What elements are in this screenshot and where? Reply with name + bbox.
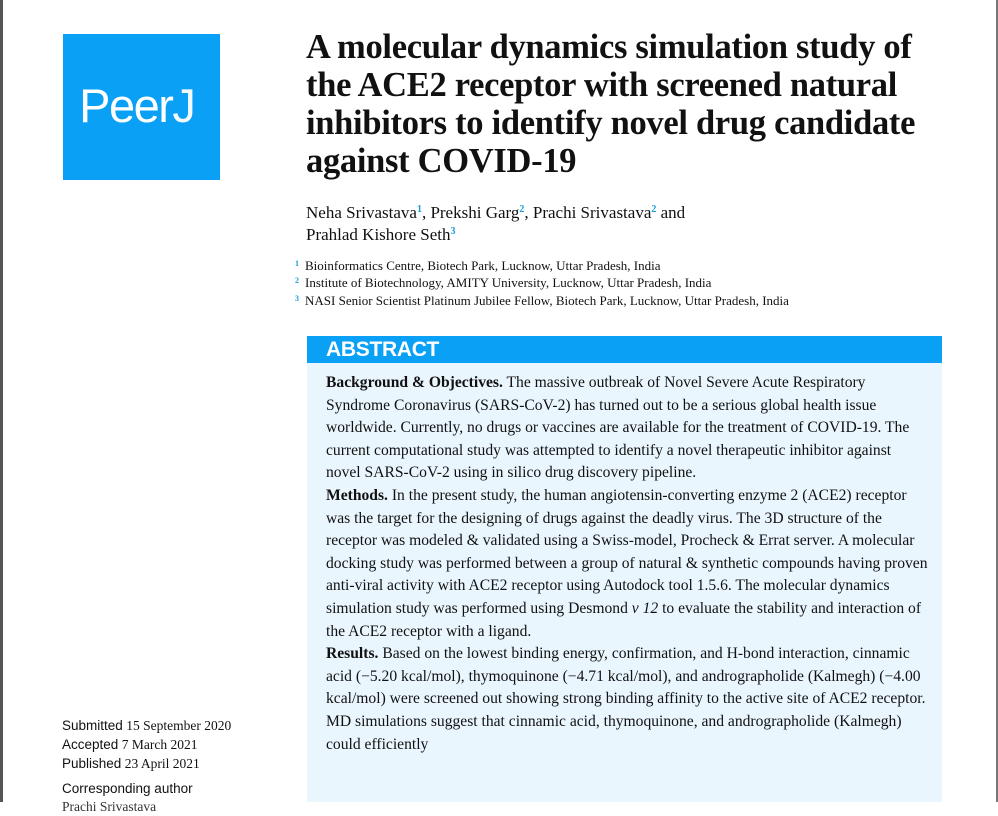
author-affiliation-marker: 2	[651, 204, 657, 215]
section-label: Results.	[326, 645, 379, 663]
section-italic: v 12	[631, 599, 659, 617]
abstract-results	[326, 643, 928, 756]
author-name: Prahlad Kishore Seth	[306, 225, 451, 244]
author	[430, 203, 532, 222]
abstract-body	[307, 363, 942, 756]
published-label: Published	[62, 756, 122, 771]
author-name: Prekshi Garg	[430, 203, 520, 222]
article-history	[62, 717, 292, 814]
section-label: Methods.	[326, 486, 388, 504]
corresponding-author-label: Corresponding author	[62, 781, 193, 796]
abstract-header	[307, 336, 942, 363]
author-affiliation-marker: 2	[519, 204, 525, 215]
journal-logo	[63, 34, 220, 180]
accepted-date: 7 March 2021	[121, 737, 198, 752]
abstract-methods	[326, 485, 928, 643]
abstract-background	[326, 372, 928, 485]
author-list	[306, 202, 866, 246]
author	[306, 225, 455, 244]
section-text: Based on the lowest binding energy, confirmation, and H-bond interaction, cinnamic acid (−5.20 kcal/mol), thymoquinone (−4.71 kcal/mol), and andrographolide (Kalmegh) (−4.00 kcal/mol) were screened out showing strong binding affinity to the active site of ACE2 receptor. MD simulations suggest that cinnamic acid, thymoquinone, and andrographolide (Kalmegh) could efficiently	[326, 645, 926, 753]
logo-main: Peer	[79, 78, 173, 132]
affiliation-text: Bioinformatics Centre, Biotech Park, Lucknow, Uttar Pradesh, India	[305, 258, 661, 273]
author-separator: and	[656, 203, 686, 222]
section-text: to evaluate the stability and interaction of the ACE2 receptor with a ligand.	[326, 599, 922, 640]
submitted-row	[62, 717, 292, 736]
affiliation-item: $^1$ Bioinformatics Centre, Biotech Park, Lucknow, Uttar Pradesh, India	[295, 258, 661, 273]
logo-text	[79, 78, 196, 133]
logo-suffix: J	[172, 78, 196, 132]
corresponding-author-name[interactable]: Prachi Srivastava	[62, 799, 157, 814]
author	[533, 203, 685, 222]
affiliation-list	[295, 257, 895, 309]
published-row	[62, 755, 292, 774]
abstract-box	[307, 336, 942, 802]
published-date: 23 April 2021	[124, 756, 200, 771]
accepted-label: Accepted	[62, 737, 119, 752]
abstract-heading: ABSTRACT	[326, 338, 440, 361]
submitted-date: 15 September 2020	[126, 718, 232, 733]
author-affiliation-marker: 1	[416, 204, 422, 215]
author-separator: ,	[524, 203, 533, 222]
section-text: The massive outbreak of Novel Severe Acute Respiratory Syndrome Coronavirus (SARS-CoV-2) has turned out to be a serious global health issue worldwide. Currently, no drugs or vaccines are available for the treatment of COVID-19. The current computational study was attempted to identify a novel therapeutic inhibitor against novel SARS-CoV-2 using in silico drug discovery pipeline.	[326, 374, 910, 482]
article-title: A molecular dynamics simulation study of the ACE2 receptor with screened natural inhibitors to identify novel drug candidate against COVID-19	[306, 28, 916, 180]
author-affiliation-marker: 3	[450, 226, 456, 237]
section-label: Background & Objectives.	[326, 374, 503, 391]
section-text: In the present study, the human angiotensin-converting enzyme 2 (ACE2) receptor was the target for the designing of drugs against the deadly virus. The 3D structure of the receptor was modeled & validated using a Swiss-model, Procheck & Errat server. A molecular docking study was performed between a group of natural & synthetic compounds having proven anti-viral activity with ACE2 receptor using Autodock tool 1.5.6. The molecular dynamics simulation study was performed using Desmond	[326, 486, 928, 617]
affiliation-item: $^3$ NASI Senior Scientist Platinum Jubilee Fellow, Biotech Park, Lucknow, Uttar Pradesh, India	[295, 292, 789, 308]
affiliation-text: Institute of Biotechnology, AMITY University, Lucknow, Uttar Pradesh, India	[305, 275, 712, 291]
author	[306, 203, 430, 222]
affiliation-text: NASI Senior Scientist Platinum Jubilee Fellow, Biotech Park, Lucknow, Uttar Pradesh, India	[305, 292, 789, 308]
page-edge-left	[0, 0, 3, 802]
author-separator: ,	[421, 203, 431, 222]
submitted-label: Submitted	[62, 718, 123, 733]
accepted-row	[62, 736, 292, 755]
author-name: Neha Srivastava	[306, 203, 417, 222]
affiliation-item: $^2$ Institute of Biotechnology, AMITY University, Lucknow, Uttar Pradesh, India	[295, 275, 712, 291]
author-name: Prachi Srivastava	[532, 203, 652, 222]
